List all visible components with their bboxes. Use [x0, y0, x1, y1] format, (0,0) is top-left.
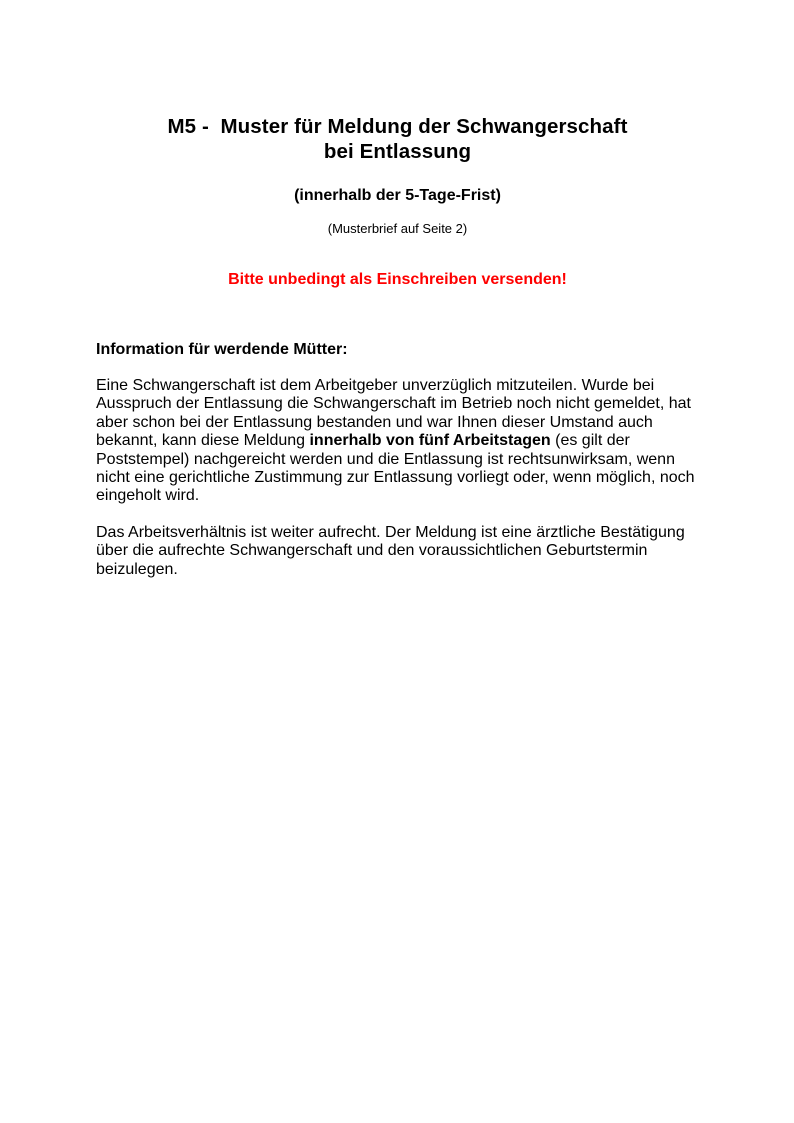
paragraph-text: bekannt, kann diese Meldung [96, 432, 310, 450]
document-subtitle: (innerhalb der 5-Tage-Frist) [294, 187, 501, 204]
title-line-2: bei Entlassung [323, 140, 472, 163]
paragraph-text: (es gilt der [550, 432, 630, 450]
paragraph-line: eingeholt wird. [96, 487, 200, 505]
paragraph-line: Eine Schwangerschaft ist dem Arbeitgeber unverzüglich mitzuteilen. Wurde bei [96, 377, 655, 394]
deadline-emphasis: innerhalb von fünf Arbeitstagen [309, 432, 551, 450]
paragraph-line [96, 432, 706, 450]
info-paragraph-2 [96, 524, 706, 579]
paragraph-line: Das Arbeitsverhältnis ist weiter aufrecht. Der Meldung ist eine ärztliche Bestätigung [96, 524, 685, 541]
info-heading: Information für werdende Mütter: [96, 341, 348, 358]
paragraph-line: nicht eine gerichtliche Zustimmung zur Entlassung vorliegt oder, wenn möglich, noch [96, 469, 695, 487]
document-title [96, 114, 699, 164]
paragraph-line: über die aufrechte Schwangerschaft und den voraussichtlichen Geburtstermin [96, 542, 648, 560]
info-paragraph-1 [96, 377, 706, 506]
sample-letter-note: (Musterbrief auf Seite 2) [327, 221, 468, 236]
title-line-1: M5 - Muster für Meldung der Schwangerschaft [167, 115, 628, 138]
paragraph-line: aber schon bei der Entlassung bestanden und war Ihnen dieser Umstand auch [96, 413, 653, 431]
registered-mail-warning: Bitte unbedingt als Einschreiben versenden! [228, 271, 567, 288]
paragraph-line: beizulegen. [96, 560, 178, 578]
paragraph-line: Poststempel) nachgereicht werden und die Entlassung ist rechtsunwirksam, wenn [96, 450, 675, 468]
paragraph-line: Ausspruch der Entlassung die Schwangerschaft im Betrieb noch nicht gemeldet, hat [96, 395, 691, 413]
